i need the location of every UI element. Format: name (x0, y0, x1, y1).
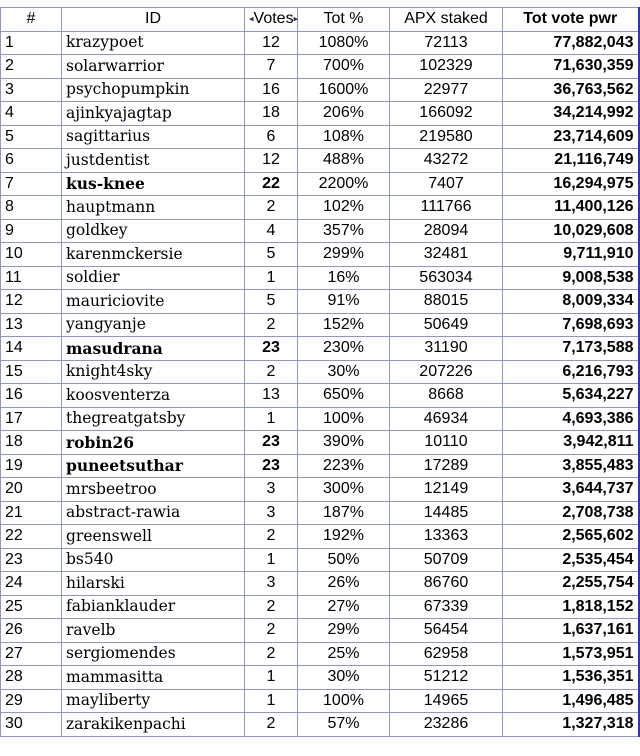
cell-id: justdentist (62, 149, 245, 173)
cell-rank: 1 (1, 31, 62, 55)
cell-rank: 24 (1, 572, 62, 596)
cell-votes: 16 (245, 78, 298, 102)
cell-id: ajinkyajagtap (62, 102, 245, 126)
cell-apx: 7407 (390, 172, 503, 196)
cell-id: knight4sky (62, 360, 245, 384)
cell-pct: 91% (298, 290, 390, 314)
cell-apx: 50649 (390, 313, 503, 337)
header-id: ID (62, 8, 245, 32)
header-pct: Tot % (298, 8, 390, 32)
cell-apx: 13363 (390, 525, 503, 549)
cell-rank: 7 (1, 172, 62, 196)
table-row (1, 360, 639, 384)
cell-pwr: 16,294,975 (503, 172, 639, 196)
cell-votes: 2 (245, 196, 298, 220)
cell-pct: 16% (298, 266, 390, 290)
cell-apx: 207226 (390, 360, 503, 384)
cell-pct: 50% (298, 548, 390, 572)
cell-pwr: 1,536,351 (503, 666, 639, 690)
cell-rank: 15 (1, 360, 62, 384)
cell-pwr: 36,763,562 (503, 78, 639, 102)
cell-votes: 1 (245, 548, 298, 572)
cell-id: thegreatgatsby (62, 407, 245, 431)
table-row (1, 689, 639, 713)
cell-apx: 62958 (390, 642, 503, 666)
table-row (1, 454, 639, 478)
cell-apx: 14485 (390, 501, 503, 525)
cell-votes: 2 (245, 619, 298, 643)
table-row (1, 219, 639, 243)
cell-rank: 13 (1, 313, 62, 337)
cell-id: kus-knee (62, 172, 245, 196)
cell-rank: 22 (1, 525, 62, 549)
cell-pwr: 7,173,588 (503, 337, 639, 361)
cell-apx: 86760 (390, 572, 503, 596)
table-row (1, 290, 639, 314)
header-votes-label: Votes (253, 10, 294, 28)
cell-pct: 100% (298, 407, 390, 431)
cell-votes: 2 (245, 595, 298, 619)
table-row (1, 55, 639, 79)
cell-apx: 8668 (390, 384, 503, 408)
cell-pct: 108% (298, 125, 390, 149)
cell-pct: 100% (298, 689, 390, 713)
header-pwr: Tot vote pwr (503, 8, 639, 32)
cell-rank: 5 (1, 125, 62, 149)
table-row (1, 172, 639, 196)
table-row (1, 196, 639, 220)
cell-id: karenmckersie (62, 243, 245, 267)
cell-apx: 102329 (390, 55, 503, 79)
cell-votes: 2 (245, 642, 298, 666)
cell-rank: 3 (1, 78, 62, 102)
sort-right-icon: ▸ (293, 13, 299, 24)
cell-id: hauptmann (62, 196, 245, 220)
cell-pct: 25% (298, 642, 390, 666)
header-apx: APX staked (390, 8, 503, 32)
cell-pct: 1600% (298, 78, 390, 102)
cell-rank: 14 (1, 337, 62, 361)
cell-rank: 30 (1, 713, 62, 737)
table-row (1, 31, 639, 55)
table-row (1, 266, 639, 290)
cell-pct: 26% (298, 572, 390, 596)
cell-pct: 30% (298, 666, 390, 690)
cell-votes: 6 (245, 125, 298, 149)
cell-pct: 192% (298, 525, 390, 549)
cell-pct: 30% (298, 360, 390, 384)
cell-pwr: 9,711,910 (503, 243, 639, 267)
cell-apx: 22977 (390, 78, 503, 102)
cell-rank: 12 (1, 290, 62, 314)
table-row (1, 478, 639, 502)
cell-pct: 650% (298, 384, 390, 408)
cell-apx: 72113 (390, 31, 503, 55)
cell-votes: 23 (245, 431, 298, 455)
cell-id: zarakikenpachi (62, 713, 245, 737)
cell-rank: 23 (1, 548, 62, 572)
cell-pwr: 2,565,602 (503, 525, 639, 549)
header-votes[interactable] (245, 8, 298, 32)
cell-rank: 29 (1, 689, 62, 713)
cell-id: krazypoet (62, 31, 245, 55)
cell-id: soldier (62, 266, 245, 290)
cell-votes: 13 (245, 384, 298, 408)
cell-id: greenswell (62, 525, 245, 549)
cell-pwr: 1,327,318 (503, 713, 639, 737)
cell-apx: 32481 (390, 243, 503, 267)
cell-votes: 23 (245, 454, 298, 478)
cell-rank: 19 (1, 454, 62, 478)
cell-pwr: 1,637,161 (503, 619, 639, 643)
cell-pwr: 1,818,152 (503, 595, 639, 619)
table-row (1, 713, 639, 737)
cell-votes: 22 (245, 172, 298, 196)
cell-pwr: 7,698,693 (503, 313, 639, 337)
cell-rank: 11 (1, 266, 62, 290)
cell-rank: 28 (1, 666, 62, 690)
cell-pwr: 34,214,992 (503, 102, 639, 126)
cell-apx: 28094 (390, 219, 503, 243)
table-row (1, 78, 639, 102)
table-row (1, 407, 639, 431)
cell-votes: 12 (245, 149, 298, 173)
cell-pwr: 2,708,738 (503, 501, 639, 525)
cell-pwr: 8,009,334 (503, 290, 639, 314)
cell-pwr: 3,942,811 (503, 431, 639, 455)
cell-id: abstract-rawia (62, 501, 245, 525)
cell-rank: 2 (1, 55, 62, 79)
table-row (1, 125, 639, 149)
cell-pct: 223% (298, 454, 390, 478)
table-row (1, 243, 639, 267)
cell-apx: 10110 (390, 431, 503, 455)
cell-pct: 206% (298, 102, 390, 126)
cell-apx: 50709 (390, 548, 503, 572)
cell-rank: 25 (1, 595, 62, 619)
cell-apx: 31190 (390, 337, 503, 361)
cell-votes: 2 (245, 525, 298, 549)
cell-id: masudrana (62, 337, 245, 361)
cell-id: bs540 (62, 548, 245, 572)
cell-pct: 700% (298, 55, 390, 79)
cell-apx: 12149 (390, 478, 503, 502)
cell-id: mammasitta (62, 666, 245, 690)
table-row (1, 666, 639, 690)
cell-votes: 5 (245, 243, 298, 267)
cell-rank: 26 (1, 619, 62, 643)
cell-pct: 102% (298, 196, 390, 220)
table-row (1, 149, 639, 173)
cell-pwr: 9,008,538 (503, 266, 639, 290)
cell-apx: 111766 (390, 196, 503, 220)
cell-votes: 3 (245, 501, 298, 525)
cell-apx: 46934 (390, 407, 503, 431)
cell-rank: 8 (1, 196, 62, 220)
cell-pwr: 71,630,359 (503, 55, 639, 79)
cell-pwr: 3,855,483 (503, 454, 639, 478)
cell-id: psychopumpkin (62, 78, 245, 102)
table-row (1, 595, 639, 619)
cell-pct: 1080% (298, 31, 390, 55)
cell-rank: 4 (1, 102, 62, 126)
cell-votes: 3 (245, 572, 298, 596)
table-row (1, 337, 639, 361)
cell-id: mayliberty (62, 689, 245, 713)
table-row (1, 572, 639, 596)
cell-apx: 56454 (390, 619, 503, 643)
cell-apx: 17289 (390, 454, 503, 478)
cell-pct: 300% (298, 478, 390, 502)
cell-pct: 230% (298, 337, 390, 361)
cell-votes: 1 (245, 266, 298, 290)
cell-id: koosventerza (62, 384, 245, 408)
table-body (1, 31, 639, 736)
cell-apx: 14965 (390, 689, 503, 713)
cell-id: robin26 (62, 431, 245, 455)
cell-votes: 3 (245, 478, 298, 502)
cell-rank: 17 (1, 407, 62, 431)
cell-id: mrsbeetroo (62, 478, 245, 502)
cell-pct: 187% (298, 501, 390, 525)
cell-rank: 6 (1, 149, 62, 173)
table-row (1, 501, 639, 525)
cell-id: sergiomendes (62, 642, 245, 666)
table-row (1, 431, 639, 455)
cell-id: fabianklauder (62, 595, 245, 619)
cell-pct: 390% (298, 431, 390, 455)
cell-id: hilarski (62, 572, 245, 596)
cell-pct: 152% (298, 313, 390, 337)
cell-votes: 1 (245, 407, 298, 431)
vote-power-table (0, 7, 640, 737)
cell-pwr: 10,029,608 (503, 219, 639, 243)
cell-rank: 20 (1, 478, 62, 502)
table-row (1, 642, 639, 666)
table-row (1, 384, 639, 408)
cell-votes: 1 (245, 689, 298, 713)
cell-pct: 2200% (298, 172, 390, 196)
cell-rank: 10 (1, 243, 62, 267)
cell-votes: 1 (245, 666, 298, 690)
cell-id: sagittarius (62, 125, 245, 149)
cell-votes: 18 (245, 102, 298, 126)
cell-pwr: 11,400,126 (503, 196, 639, 220)
cell-votes: 7 (245, 55, 298, 79)
cell-id: solarwarrior (62, 55, 245, 79)
cell-apx: 88015 (390, 290, 503, 314)
cell-pct: 357% (298, 219, 390, 243)
cell-pwr: 4,693,386 (503, 407, 639, 431)
cell-rank: 18 (1, 431, 62, 455)
table-row (1, 313, 639, 337)
cell-apx: 219580 (390, 125, 503, 149)
cell-votes: 2 (245, 360, 298, 384)
cell-pct: 488% (298, 149, 390, 173)
cell-pwr: 2,535,454 (503, 548, 639, 572)
cell-rank: 16 (1, 384, 62, 408)
cell-votes: 5 (245, 290, 298, 314)
table-row (1, 548, 639, 572)
cell-rank: 21 (1, 501, 62, 525)
cell-id: yangyanje (62, 313, 245, 337)
cell-pwr: 21,116,749 (503, 149, 639, 173)
table-row (1, 619, 639, 643)
cell-pct: 29% (298, 619, 390, 643)
cell-pct: 27% (298, 595, 390, 619)
cell-votes: 23 (245, 337, 298, 361)
cell-rank: 27 (1, 642, 62, 666)
header-row (1, 8, 639, 32)
header-rank: # (1, 8, 62, 32)
cell-apx: 51212 (390, 666, 503, 690)
cell-pwr: 3,644,737 (503, 478, 639, 502)
cell-votes: 2 (245, 313, 298, 337)
cell-pwr: 1,496,485 (503, 689, 639, 713)
sort-left-icon: ◂ (249, 13, 254, 24)
cell-votes: 12 (245, 31, 298, 55)
cell-id: ravelb (62, 619, 245, 643)
cell-pct: 57% (298, 713, 390, 737)
cell-pwr: 6,216,793 (503, 360, 639, 384)
cell-rank: 9 (1, 219, 62, 243)
cell-id: mauriciovite (62, 290, 245, 314)
cell-votes: 2 (245, 713, 298, 737)
cell-id: puneetsuthar (62, 454, 245, 478)
table-row (1, 525, 639, 549)
cell-pwr: 1,573,951 (503, 642, 639, 666)
cell-votes: 4 (245, 219, 298, 243)
cell-apx: 166092 (390, 102, 503, 126)
table-row (1, 102, 639, 126)
cell-pwr: 5,634,227 (503, 384, 639, 408)
cell-pwr: 2,255,754 (503, 572, 639, 596)
cell-apx: 43272 (390, 149, 503, 173)
cell-pwr: 23,714,609 (503, 125, 639, 149)
cell-apx: 563034 (390, 266, 503, 290)
cell-pct: 299% (298, 243, 390, 267)
cell-apx: 67339 (390, 595, 503, 619)
cell-pwr: 77,882,043 (503, 31, 639, 55)
cell-id: goldkey (62, 219, 245, 243)
cell-apx: 23286 (390, 713, 503, 737)
